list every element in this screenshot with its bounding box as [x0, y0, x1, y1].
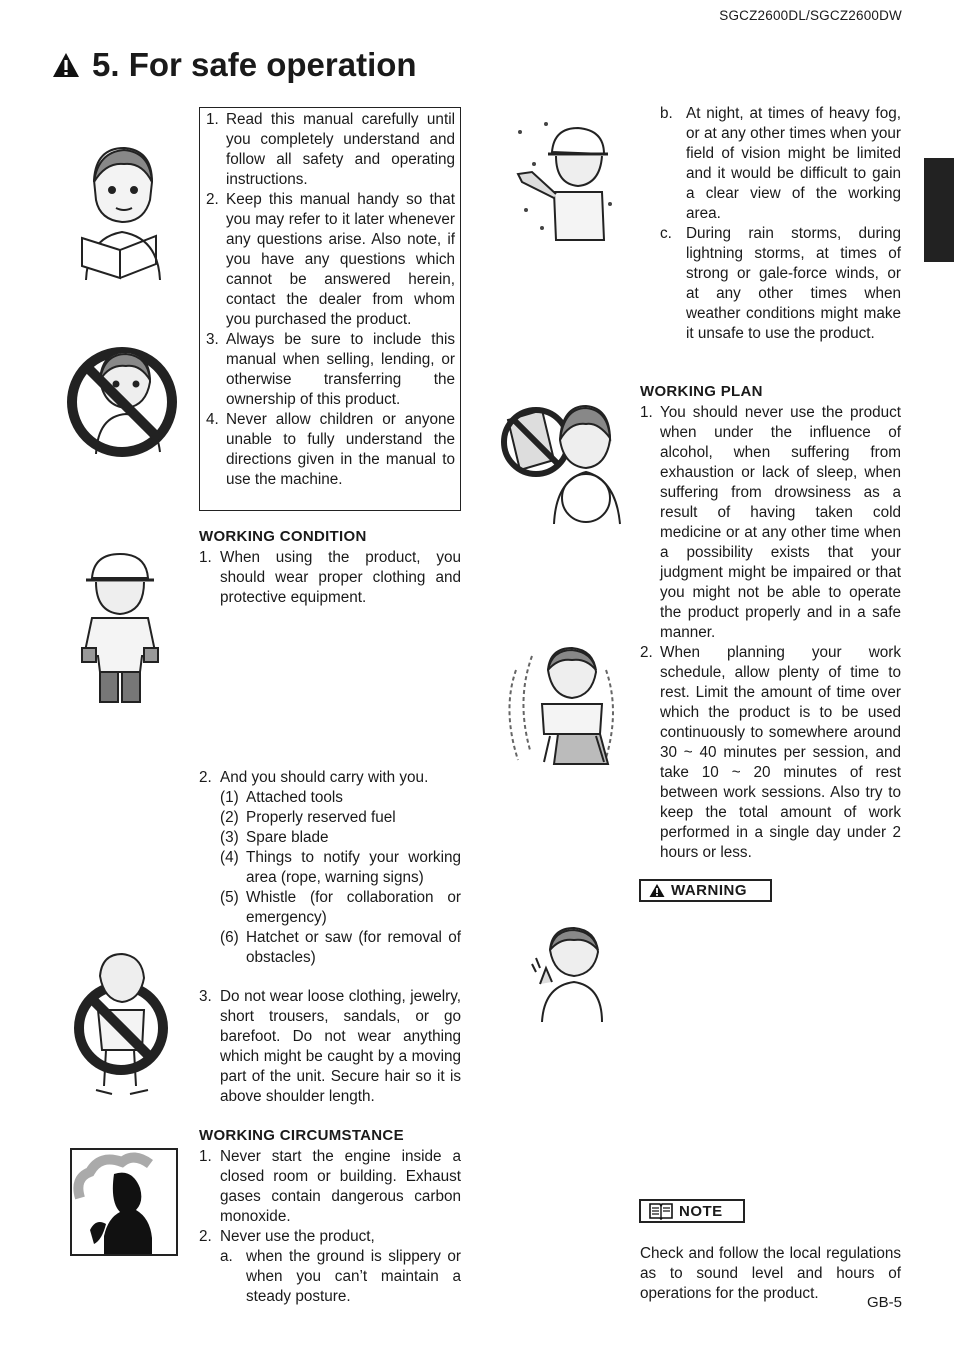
title-text: For safe operation [128, 46, 417, 83]
working-condition-heading: WORKING CONDITION [199, 528, 367, 545]
section-tab-marker [924, 158, 954, 262]
warning-label [639, 879, 772, 902]
carry-item: (5) Whistle (for collaboration or emergency) [220, 889, 461, 926]
warning-triangle-icon [649, 883, 665, 898]
fatigue-rest-illustration [496, 640, 622, 774]
working-circumstance-sub-a: a. when the ground is slippery or when you can’t maintain a steady posture. [220, 1248, 461, 1305]
warning-label-text: WARNING [671, 882, 747, 899]
reading-manual-illustration [76, 142, 166, 282]
note-label-text: NOTE [679, 1202, 723, 1220]
note-text: Check and follow the local regulations as to sound level and hours of operations for the product. [640, 1245, 901, 1302]
protective-gear-illustration [78, 552, 162, 710]
intro-item-1: 1. Read this manual carefully until you completely understand and follow all safety and operating instructions. [206, 111, 455, 188]
rain-weather-illustration [512, 108, 616, 244]
no-loose-clothing-illustration [72, 950, 170, 1104]
note-book-icon [649, 1202, 673, 1220]
intro-item-3: 3. Always be sure to include this manual when selling, lending, or otherwise transferring the ownership of this product. [206, 331, 455, 408]
warning-triangle-icon [52, 51, 80, 79]
working-circumstance-sub-b: b. At night, at times of heavy fog, or at any other times when your field of vision might be limited and it would be difficult to gain a clear view of the working area. [660, 105, 901, 222]
model-number: SGCZ2600DL/SGCZ2600DW [719, 8, 902, 23]
page-title [52, 46, 417, 84]
carry-item: (4) Things to notify your working area (rope, warning signs) [220, 849, 461, 886]
carry-list [199, 788, 461, 968]
working-condition-item-1: 1. When using the product, you should wear proper clothing and protective equipment. [199, 549, 461, 606]
working-plan-item-2: 2. When planning your work schedule, allow plenty of time to rest. Limit the amount of time over which the product is to be used continuously to somewhere around 30 ~ 40 minutes per session, and take 10 ~ 20 minutes of rest between work sessions. Also try to keep the total amount of work performed in a single day under 2 hours or less. [640, 644, 901, 861]
working-plan-item-1: 1. You should never use the product when under the influence of alcohol, when suffering from exhaustion or lack of sleep, when suffering from drowsiness as a result of having taken cold medicine or at any other time when a possibility exists that your judgment might be impaired or that you might not be able to operate the product properly and in a safe manner. [640, 404, 901, 641]
hearing-protection-illustration [528, 924, 604, 1024]
no-children-illustration [66, 344, 178, 460]
working-condition-item-2: 2. And you should carry with you. [199, 769, 429, 786]
working-circumstance-heading: WORKING CIRCUMSTANCE [199, 1127, 404, 1144]
working-plan-heading: WORKING PLAN [640, 383, 763, 400]
working-condition-item-3: 3. Do not wear loose clothing, jewelry, short trousers, sandals, or go barefoot. Do not wear anything which might be caught by a moving part of the unit. Secure hair so it is above shoulder length. [199, 988, 461, 1105]
intro-instructions-box [199, 107, 461, 511]
note-label [639, 1199, 745, 1223]
carry-item: (2) Properly reserved fuel [220, 809, 396, 826]
intro-item-2: 2. Keep this manual handy so that you may refer to it later whenever any questions arise. Also note, if you have any questions which cannot be answered herein, contact the dealer from whom you purchased the product. [206, 191, 455, 328]
carry-item: (1) Attached tools [220, 789, 343, 806]
working-circumstance-sub-c: c. During rain storms, during lightning storms, at times of strong or gale-force winds, or at any other times when weather conditions might make it unsafe to use the product. [660, 225, 901, 342]
no-alcohol-illustration [498, 400, 630, 526]
working-circumstance-item-2: 2. Never use the product, [199, 1228, 375, 1245]
title-number: 5. [92, 46, 120, 83]
carry-item: (6) Hatchet or saw (for removal of obstacles) [220, 929, 461, 966]
exhaust-gas-illustration [70, 1148, 178, 1256]
carry-item: (3) Spare blade [220, 829, 329, 846]
intro-item-4: 4. Never allow children or anyone unable to fully understand the directions given in the manual to use the machine. [206, 411, 455, 488]
page-number: GB-5 [866, 1294, 902, 1311]
working-circumstance-item-1: 1. Never start the engine inside a closed room or building. Exhaust gases contain dangerous carbon monoxide. [199, 1148, 461, 1225]
